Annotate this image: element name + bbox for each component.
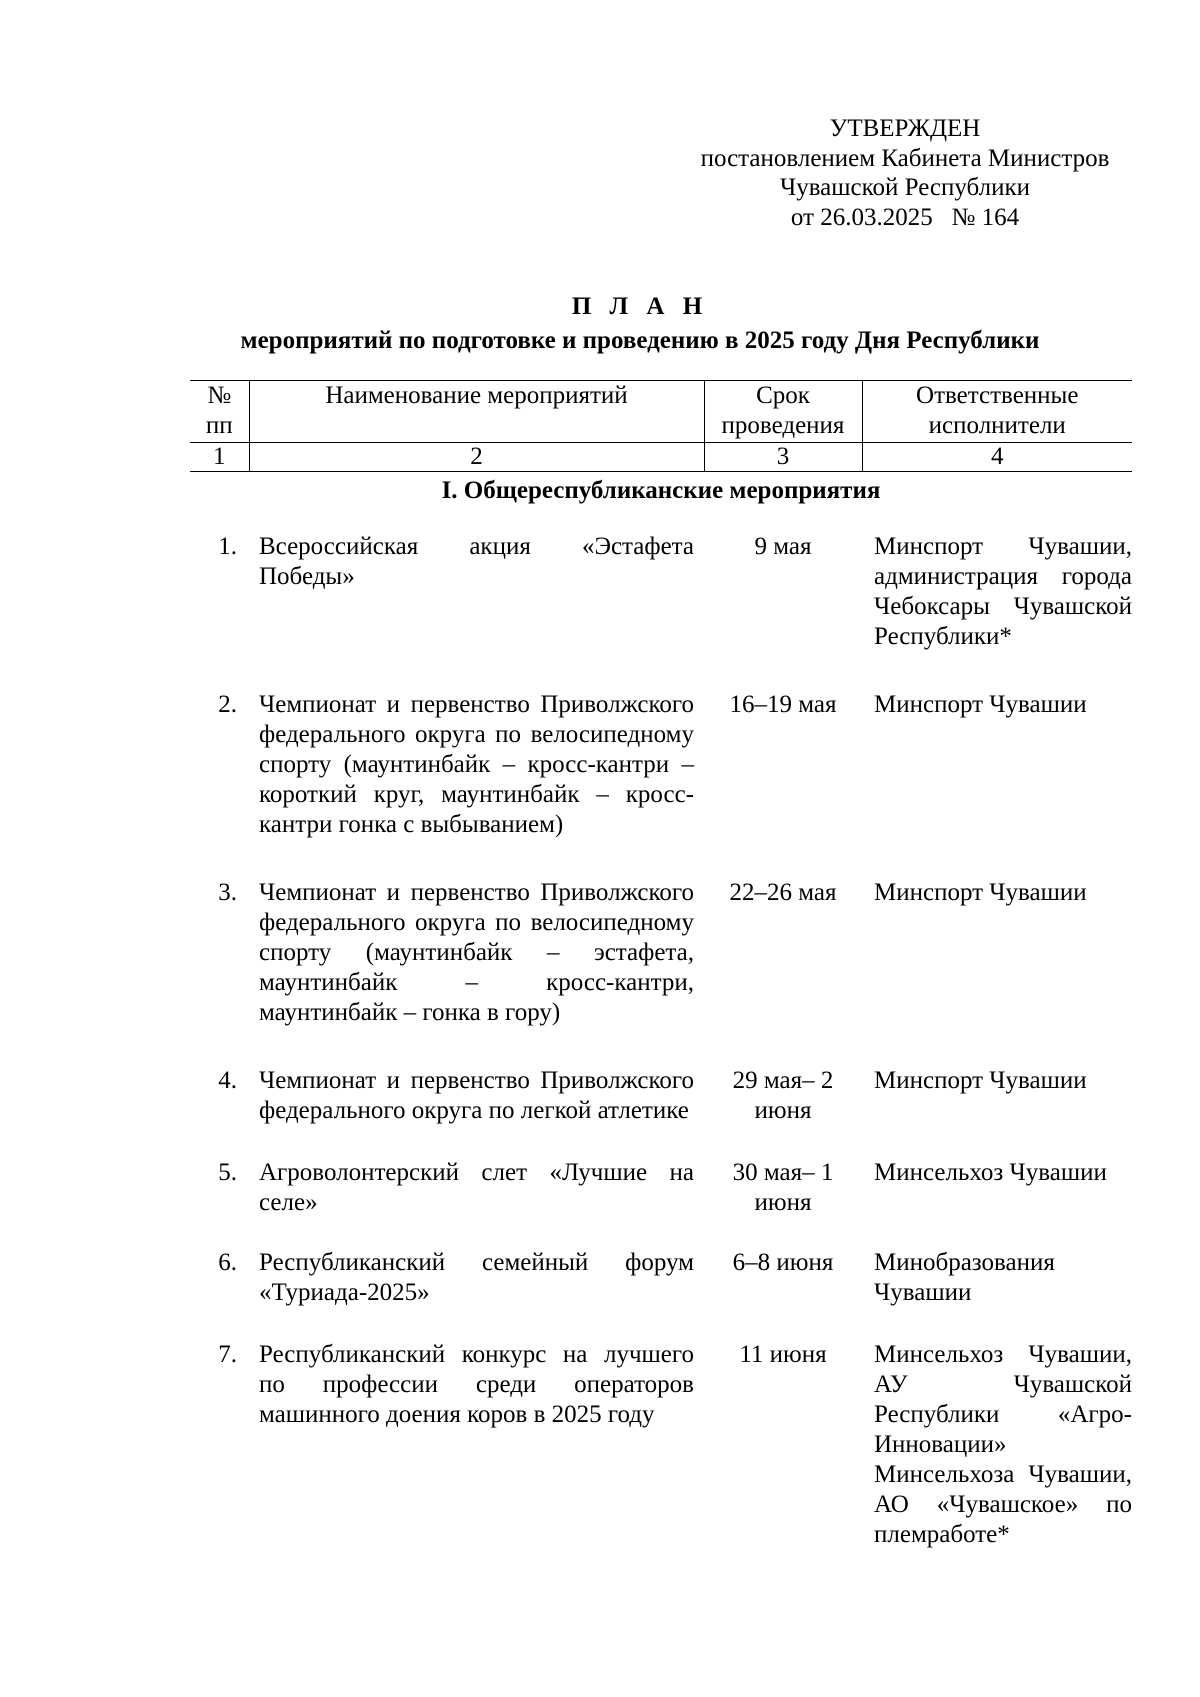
approval-line-1: УТВЕРЖДЕН bbox=[829, 115, 981, 142]
table-row bbox=[190, 690, 1132, 840]
row-resp: Минсельхоз Чувашии, АУ Чувашской Республики «Агро-Инновации» Минсельхоза Чувашии, АО «Чувашское» по племработе* bbox=[874, 1341, 1132, 1548]
table-header-row bbox=[190, 381, 1132, 443]
approval-line-3: Чувашской Республики bbox=[779, 174, 1031, 201]
table-row bbox=[190, 1158, 1132, 1218]
row-spacer bbox=[190, 1028, 1132, 1066]
row-num: 1. bbox=[218, 533, 237, 560]
table-row bbox=[190, 1340, 1132, 1550]
approval-block bbox=[680, 114, 1130, 232]
column-number-row bbox=[190, 443, 1132, 472]
row-spacer bbox=[190, 840, 1132, 878]
row-resp: Минспорт Чувашии, администрация города Чебоксары Чувашской Республики* bbox=[874, 533, 1132, 650]
row-num: 3. bbox=[218, 879, 237, 906]
row-date: 30 мая– 1 июня bbox=[732, 1159, 834, 1216]
row-name: Чемпионат и первенство Приволжского федерального округа по легкой атлетике bbox=[259, 1067, 694, 1124]
row-spacer bbox=[190, 1218, 1132, 1248]
row-name: Чемпионат и первенство Приволжского федерального округа по велосипедному спорту (маунтинбайк – кросс-кантри – короткий круг, маунтинбайк – кросс-кантри гонка с выбыванием) bbox=[259, 691, 694, 838]
row-date: 11 июня bbox=[739, 1341, 827, 1368]
row-name: Агроволонтерский слет «Лучшие на селе» bbox=[259, 1159, 694, 1216]
row-resp: Минсельхоз Чувашии bbox=[874, 1159, 1107, 1186]
row-num: 7. bbox=[218, 1341, 237, 1368]
row-date: 22–26 мая bbox=[729, 879, 837, 906]
row-resp: Минобразования Чувашии bbox=[874, 1249, 1055, 1306]
row-num: 4. bbox=[218, 1067, 237, 1094]
header-name: Наименование мероприятий bbox=[249, 381, 704, 443]
header-date: Срок проведения bbox=[704, 381, 862, 443]
row-date: 9 мая bbox=[754, 533, 812, 560]
column-number: 3 bbox=[704, 443, 862, 472]
row-name: Республиканский конкурс на лучшего по профессии среди операторов машинного доения коров в 2025 году bbox=[259, 1341, 694, 1428]
table-row bbox=[190, 1248, 1132, 1308]
row-resp: Минспорт Чувашии bbox=[874, 1067, 1087, 1094]
table-row bbox=[190, 532, 1132, 652]
row-date: 6–8 июня bbox=[732, 1249, 834, 1276]
approval-line-2: постановлением Кабинета Министров bbox=[700, 144, 1110, 172]
column-number: 4 bbox=[862, 443, 1132, 472]
row-num: 2. bbox=[218, 691, 237, 718]
row-name: Чемпионат и первенство Приволжского федерального округа по велосипедному спорту (маунтинбайк – эстафета, маунтинбайк – кросс-кантри, маунтинбайк – гонка в гору) bbox=[259, 879, 694, 1026]
table-row bbox=[190, 878, 1132, 1028]
section-heading: I. Общереспубликанские мероприятия bbox=[441, 477, 881, 504]
approval-line-4: от 26.03.2025 № 164 bbox=[790, 203, 1020, 231]
column-number: 2 bbox=[249, 443, 704, 472]
row-name: Всероссийская акция «Эстафета Победы» bbox=[259, 533, 694, 590]
document-title bbox=[190, 290, 1090, 358]
row-num: 5. bbox=[218, 1159, 237, 1186]
section-heading-row bbox=[190, 472, 1132, 533]
title-main: П Л А Н bbox=[571, 293, 709, 320]
row-name: Республиканский семейный форум «Туриада-2025» bbox=[259, 1249, 694, 1306]
header-resp: Ответственные исполнители bbox=[862, 381, 1132, 443]
row-spacer bbox=[190, 1126, 1132, 1158]
plan-table bbox=[190, 380, 1132, 1550]
row-date: 16–19 мая bbox=[729, 691, 837, 718]
table-row bbox=[190, 1066, 1132, 1126]
row-resp: Минспорт Чувашии bbox=[874, 691, 1087, 718]
row-date: 29 мая– 2 июня bbox=[732, 1067, 834, 1124]
row-spacer bbox=[190, 1308, 1132, 1340]
title-subtitle: мероприятий по подготовке и проведению в 2025 году Дня Республики bbox=[240, 327, 1040, 354]
header-num: № пп bbox=[190, 381, 249, 443]
row-num: 6. bbox=[218, 1249, 237, 1276]
column-number: 1 bbox=[190, 443, 249, 472]
row-resp: Минспорт Чувашии bbox=[874, 879, 1087, 906]
row-spacer bbox=[190, 652, 1132, 690]
